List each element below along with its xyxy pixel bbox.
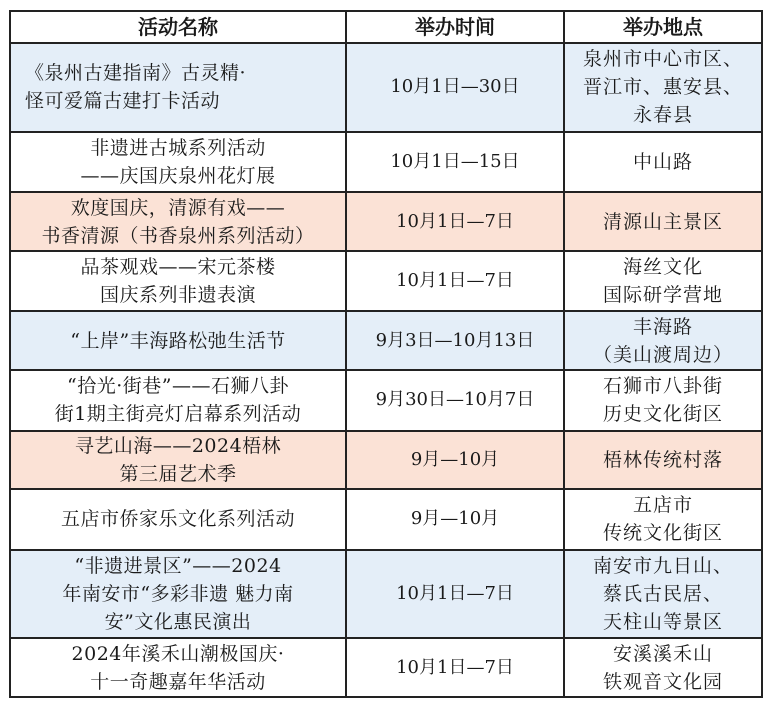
event-location-line: 清源山主景区 (602, 210, 723, 233)
table-row (10, 431, 762, 490)
event-location-cell (564, 489, 762, 550)
activity-name-line: 第三届艺术季 (119, 462, 237, 485)
activity-name-line: 书香清源（书香泉州系列活动） (41, 224, 315, 247)
activity-name-line: “上岸”丰海路松弛生活节 (70, 329, 286, 352)
event-location-line: 南安市九日山、 (592, 555, 733, 577)
activity-name-line: 怪可爱篇古建打卡活动 (25, 90, 221, 113)
activity-name-line: 2024年溪禾山潮极国庆· (71, 642, 285, 665)
event-location-line: 梧林传统村落 (602, 448, 723, 471)
event-time-cell: 10月1日—7日 (346, 251, 564, 312)
activity-name-line: ——庆国庆泉州花灯展 (80, 165, 276, 188)
event-location-cell (564, 550, 762, 639)
table-row (10, 638, 762, 697)
event-location-cell (564, 43, 762, 132)
event-time-cell: 9月—10月 (346, 431, 564, 490)
activity-name-line: 安”文化惠民演出 (104, 611, 252, 633)
event-location-cell (564, 251, 762, 312)
activity-name-line: 街1期主街亮灯启幕系列活动 (54, 403, 302, 426)
activity-name-cell (10, 43, 346, 132)
event-location-line: 中山路 (632, 151, 693, 174)
event-location-line: 泉州市中心市区、 (582, 48, 743, 71)
activity-name-line: 十一奇趣嘉年华活动 (90, 670, 266, 693)
activity-name-cell (10, 550, 346, 639)
table-row (10, 251, 762, 312)
event-location-line: 安溪溪禾山 (612, 642, 713, 665)
activity-name-cell (10, 489, 346, 550)
event-location-line: 蔡氏古民居、 (602, 583, 723, 605)
header-event-location: 举办地点 (564, 11, 762, 43)
activity-name-line: 国庆系列非遗表演 (99, 284, 256, 307)
table-row (10, 489, 762, 550)
event-table (9, 10, 763, 698)
activity-name-line: 《泉州古建指南》古灵精· (25, 62, 247, 85)
activity-name-line: 寻艺山海——2024梧林 (74, 434, 282, 457)
activity-name-cell (10, 192, 346, 251)
activity-name-cell (10, 311, 346, 370)
event-time-cell: 9月—10月 (346, 489, 564, 550)
event-location-line: 国际研学营地 (602, 284, 723, 307)
event-location-cell (564, 431, 762, 490)
table-header-row (10, 11, 762, 43)
event-time-cell: 10月1日—30日 (346, 43, 564, 132)
activity-name-line: 年南安市“多彩非遗 魅力南 (62, 583, 294, 605)
event-location-line: 丰海路 (632, 315, 693, 338)
table-row (10, 132, 762, 193)
event-location-cell (564, 311, 762, 370)
activity-name-cell (10, 638, 346, 697)
event-table-container (9, 10, 761, 698)
event-location-line: 永春县 (632, 104, 693, 127)
table-row (10, 311, 762, 370)
event-location-cell (564, 192, 762, 251)
table-row (10, 370, 762, 431)
event-location-line: 五店市 (632, 494, 693, 517)
event-time-cell: 10月1日—7日 (346, 192, 564, 251)
table-row (10, 43, 762, 132)
activity-name-line: 欢度国庆，清源有戏—— (70, 196, 286, 219)
event-location-line: 石狮市八卦街 (602, 375, 723, 398)
activity-name-cell (10, 251, 346, 312)
event-location-line: 晋江市、惠安县、 (582, 76, 743, 99)
activity-name-line: 五店市侨家乐文化系列活动 (60, 508, 295, 531)
table-row (10, 550, 762, 639)
activity-name-line: “非遗进景区”——2024 (74, 555, 282, 577)
activity-name-line: “拾光·街巷”——石狮八卦 (67, 375, 289, 398)
event-time-cell: 10月1日—15日 (346, 132, 564, 193)
event-time-cell: 9月3日—10月13日 (346, 311, 564, 370)
event-location-cell (564, 370, 762, 431)
event-time-cell: 10月1日—7日 (346, 550, 564, 639)
event-location-line: 天柱山等景区 (602, 611, 723, 633)
event-location-line: （美山渡周边） (592, 343, 733, 366)
event-location-line: 海丝文化 (622, 256, 703, 279)
activity-name-cell (10, 370, 346, 431)
header-event-time: 举办时间 (346, 11, 564, 43)
activity-name-cell (10, 132, 346, 193)
event-location-line: 铁观音文化园 (602, 670, 723, 693)
event-location-line: 历史文化街区 (602, 403, 723, 426)
activity-name-line: 非遗进古城系列活动 (90, 137, 266, 160)
event-location-line: 传统文化街区 (602, 522, 723, 545)
event-location-cell (564, 638, 762, 697)
event-time-cell: 9月30日—10月7日 (346, 370, 564, 431)
activity-name-cell (10, 431, 346, 490)
event-location-cell (564, 132, 762, 193)
table-row (10, 192, 762, 251)
event-time-cell: 10月1日—7日 (346, 638, 564, 697)
header-activity-name: 活动名称 (10, 11, 346, 43)
activity-name-line: 品茶观戏——宋元茶楼 (80, 256, 276, 279)
